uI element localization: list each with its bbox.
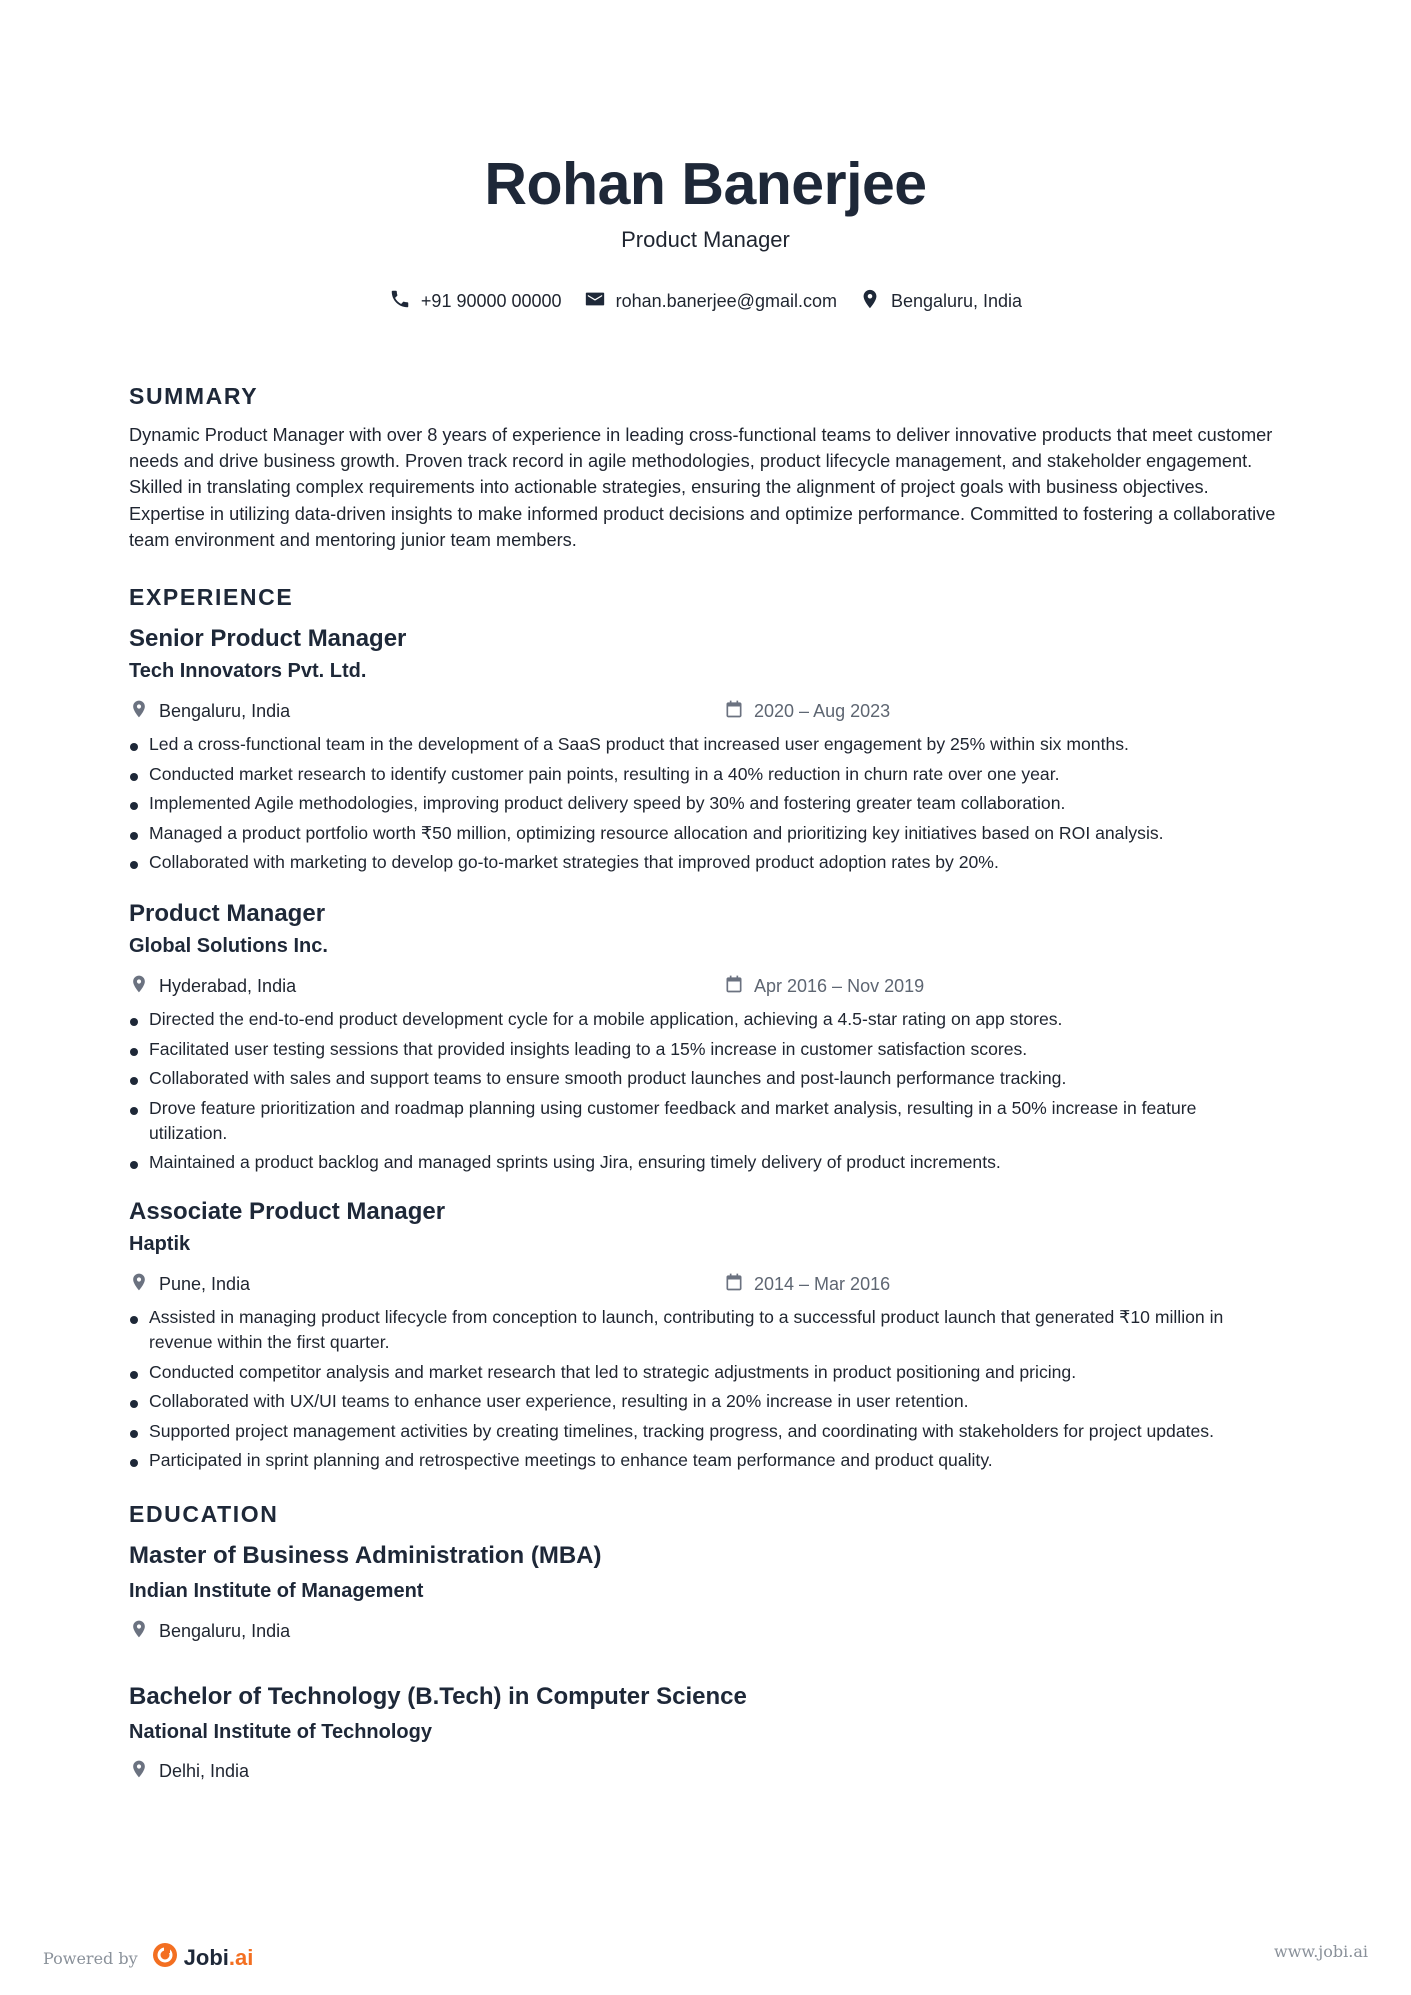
contact-row — [0, 288, 1411, 315]
phone-icon — [389, 288, 411, 315]
job-dates-text: 2014 – Mar 2016 — [754, 1274, 891, 1294]
education-location — [129, 1759, 249, 1784]
email-text: rohan.banerjee@gmail.com — [615, 291, 837, 311]
job-meta — [129, 1272, 1282, 1298]
job-title: Senior Product Manager — [129, 625, 407, 652]
list-item: Maintained a product backlog and managed sprints using Jira, ensuring timely delivery of product increments. — [129, 1150, 1279, 1175]
job-company: Tech Innovators Pvt. Ltd. — [129, 660, 367, 682]
list-item: Participated in sprint planning and retrospective meetings to enhance team performance and product quality. — [129, 1448, 1279, 1473]
list-item: Managed a product portfolio worth ₹50 million, optimizing resource allocation and prioritizing key initiatives based on ROI analysis. — [129, 821, 1279, 846]
powered-by-text: Powered by — [43, 1948, 138, 1968]
education-meta — [129, 1759, 1282, 1785]
list-item: Supported project management activities by creating timelines, tracking progress, and coordinating with stakeholders for project updates. — [129, 1419, 1279, 1444]
brand-name: Jobi — [183, 1945, 229, 1970]
job-dates — [724, 699, 890, 724]
education-location-text: Bengaluru, India — [159, 1621, 291, 1641]
job-location — [129, 1272, 250, 1297]
location-text: Bengaluru, India — [890, 291, 1023, 311]
contact-email[interactable] — [584, 288, 837, 315]
education-location — [129, 1619, 290, 1644]
location-pin-icon — [129, 1272, 149, 1297]
education-school: National Institute of Technology — [129, 1721, 432, 1743]
summary-heading: SUMMARY — [129, 383, 259, 409]
job-dates-text: Apr 2016 – Nov 2019 — [754, 976, 925, 996]
candidate-title: Product Manager — [621, 227, 790, 252]
summary-text: Dynamic Product Manager with over 8 years of experience in leading cross-functional teams to deliver innovative products that meet customer needs and drive business growth. Proven track record in agile methodologies, product lifecycle management, and stakeholder engagement. Skilled in translating complex requirements into actionable strategies, ensuring the alignment of project goals with business objectives. Expertise in utilizing data-driven insights to make informed product decisions and optimize performance. Committed to fostering a collaborative team environment and mentoring junior team members. — [129, 425, 1276, 550]
calendar-icon — [724, 974, 744, 999]
job-bullets — [129, 1007, 1279, 1180]
calendar-icon — [724, 1272, 744, 1297]
list-item: Conducted competitor analysis and market research that led to strategic adjustments in product positioning and pricing. — [129, 1360, 1279, 1385]
list-item: Collaborated with UX/UI teams to enhance user experience, resulting in a 20% increase in user retention. — [129, 1389, 1279, 1414]
contact-location — [859, 288, 1022, 315]
contact-phone[interactable] — [389, 288, 562, 315]
footer-website[interactable]: www.jobi.ai — [1274, 1942, 1368, 1961]
job-company: Global Solutions Inc. — [129, 935, 328, 957]
location-pin-icon — [859, 288, 881, 315]
job-dates — [724, 1272, 890, 1297]
education-heading: EDUCATION — [129, 1501, 279, 1527]
location-pin-icon — [129, 699, 149, 724]
experience-heading: EXPERIENCE — [129, 584, 294, 610]
list-item: Drove feature prioritization and roadmap planning using customer feedback and market analysis, resulting in a 50% increase in feature utilization. — [129, 1096, 1279, 1146]
calendar-icon — [724, 699, 744, 724]
list-item: Implemented Agile methodologies, improving product delivery speed by 30% and fostering greater team collaboration. — [129, 791, 1279, 816]
candidate-name: Rohan Banerjee — [484, 151, 927, 217]
job-location-text: Hyderabad, India — [159, 976, 297, 996]
education-degree: Master of Business Administration (MBA) — [129, 1542, 602, 1569]
job-title: Associate Product Manager — [129, 1198, 446, 1225]
job-company: Haptik — [129, 1233, 191, 1255]
brand-suffix: .ai — [228, 1945, 254, 1970]
job-meta — [129, 699, 1282, 725]
job-location — [129, 974, 296, 999]
list-item: Conducted market research to identify customer pain points, resulting in a 40% reduction in churn rate over one year. — [129, 762, 1279, 787]
job-bullets — [129, 1305, 1279, 1478]
list-item: Facilitated user testing sessions that provided insights leading to a 15% increase in customer satisfaction scores. — [129, 1037, 1279, 1062]
job-meta — [129, 974, 1282, 1000]
phone-text: +91 90000 00000 — [420, 291, 562, 311]
job-title: Product Manager — [129, 900, 326, 927]
list-item: Directed the end-to-end product development cycle for a mobile application, achieving a 4.5-star rating on app stores. — [129, 1007, 1279, 1032]
list-item: Led a cross-functional team in the development of a SaaS product that increased user engagement by 25% within six months. — [129, 732, 1279, 757]
location-pin-icon — [129, 1759, 149, 1784]
job-location-text: Pune, India — [159, 1274, 251, 1294]
education-school: Indian Institute of Management — [129, 1580, 424, 1602]
job-bullets — [129, 732, 1279, 880]
location-pin-icon — [129, 974, 149, 999]
education-meta — [129, 1619, 1282, 1645]
list-item: Collaborated with sales and support teams to ensure smooth product launches and post-launch performance tracking. — [129, 1066, 1279, 1091]
job-dates — [724, 974, 924, 999]
education-degree: Bachelor of Technology (B.Tech) in Computer Science — [129, 1683, 747, 1710]
footer-branding — [43, 1942, 253, 1974]
job-location-text: Bengaluru, India — [159, 701, 291, 721]
brand-logo-icon — [152, 1942, 178, 1974]
list-item: Collaborated with marketing to develop go-to-market strategies that improved product adoption rates by 20%. — [129, 850, 1279, 875]
job-dates-text: 2020 – Aug 2023 — [754, 701, 891, 721]
education-location-text: Delhi, India — [159, 1761, 250, 1781]
location-pin-icon — [129, 1619, 149, 1644]
job-location — [129, 699, 290, 724]
email-icon — [584, 288, 606, 315]
list-item: Assisted in managing product lifecycle from conception to launch, contributing to a successful product launch that generated ₹10 million in revenue within the first quarter. — [129, 1305, 1279, 1355]
brand-logo[interactable] — [152, 1942, 254, 1974]
